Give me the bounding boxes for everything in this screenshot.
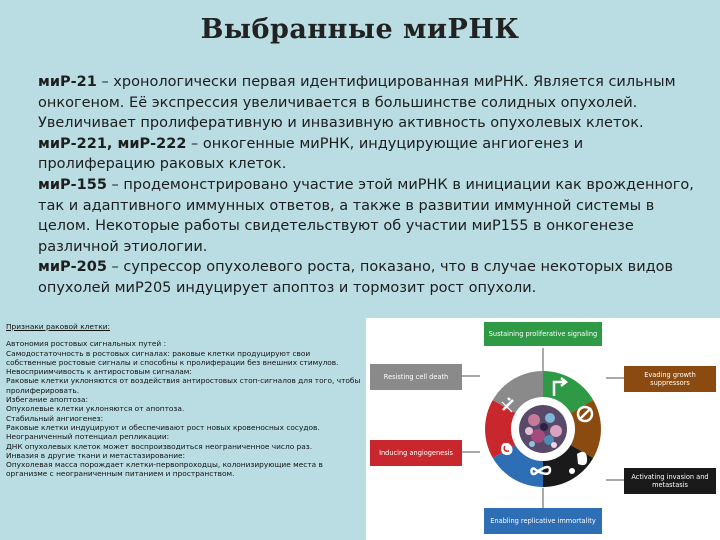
mir221-text: – онкогенные миРНК, индуцирующие ангиогенез и пролиферацию раковых клеток. <box>38 135 584 173</box>
label-invasion: Activating invasion and metastasis <box>631 473 709 489</box>
hallmark-line: Неограниченный потенциал репликации: <box>6 432 170 442</box>
hallmark-line: Избегание апоптоза: <box>6 395 88 405</box>
page-title: Выбранные миРНК <box>200 14 520 45</box>
hallmark-line: Раковые клетки индуцируют и обеспечивают рост новых кровеносных сосудов. <box>6 422 320 432</box>
hallmark-line: Инвазия в другие ткани и метастазирование: <box>6 450 186 460</box>
mir155-text: – продемонстрировано участие этой миРНК в инициации как врожденного, так и адаптивного иммунных ответов, а также в развитии иммунной системы в целом. Некоторые работы свидетельствуют об участии миР155 в онкогенезе различной этиологии. <box>38 176 694 255</box>
hallmark-line: Самодостаточность в ростовых сигналах: раковые клетки продуцируют свои собственные ростовые сигналы и способны к пролиферации без внешних стимулов. <box>6 348 339 367</box>
mir155-label: миР-155 <box>38 176 107 193</box>
hallmark-line: ДНК опухолевых клеток может воспроизводиться неограниченное число раз. <box>6 441 313 451</box>
mir205-label: миР-205 <box>38 259 107 276</box>
mir21-text: – хронологически первая идентифицированная миРНК. Является сильным онкогеном. Её экспрессия увеличивается в большинстве солидных опухолей. Увеличивает пролиферативную и инвазивную активность опухолевых клеток. <box>38 74 676 132</box>
label-proliferative: Sustaining proliferative signaling <box>488 330 598 338</box>
hallmarks-list <box>6 322 363 479</box>
label-cell-death: Resisting cell death <box>383 373 449 381</box>
label-angiogenesis: Inducing angiogenesis <box>379 449 453 457</box>
mir221-label: миР-221, миР-222 <box>38 135 187 152</box>
paragraph-mir205 <box>38 257 698 298</box>
hallmark-line: Раковые клетки уклоняются от воздействия антиростовых стоп-сигналов для того, чтобы пролиферировать. <box>6 376 361 395</box>
label-immortality: Enabling replicative immortality <box>490 517 596 525</box>
hallmark-line: Невосприимчивость к антиростовым сигналам: <box>6 367 192 377</box>
hallmark-line: Опухолевые клетки уклоняются от апоптоза. <box>6 404 185 414</box>
mir21-label: миР-21 <box>38 74 97 90</box>
paragraph-mir221 <box>38 134 698 175</box>
paragraph-mir21 <box>38 72 698 134</box>
tumor-cell-image <box>519 405 567 453</box>
hallmark-line: Автономия ростовых сигнальных путей : <box>6 339 167 349</box>
hallmarks-wheel <box>366 318 720 540</box>
hallmarks-header: Признаки раковой клетки: <box>6 322 110 331</box>
hallmarks-figure <box>366 318 720 540</box>
mir205-text: – супрессор опухолевого роста, показано, что в случае некоторых видов опухолей миР205 индуцирует апоптоз и тормозит рост опухоли. <box>38 259 674 296</box>
label-growth-suppressors: Evading growth suppressors <box>644 371 696 387</box>
paragraph-mir155 <box>38 175 698 257</box>
hallmark-line: Стабильный ангиогенез: <box>6 413 104 423</box>
hallmark-line: Опухолевая масса порождает клетки-первопроходцы, колонизирующие места в организме с неограниченным питанием и пространством. <box>6 460 323 479</box>
main-text <box>38 72 698 299</box>
